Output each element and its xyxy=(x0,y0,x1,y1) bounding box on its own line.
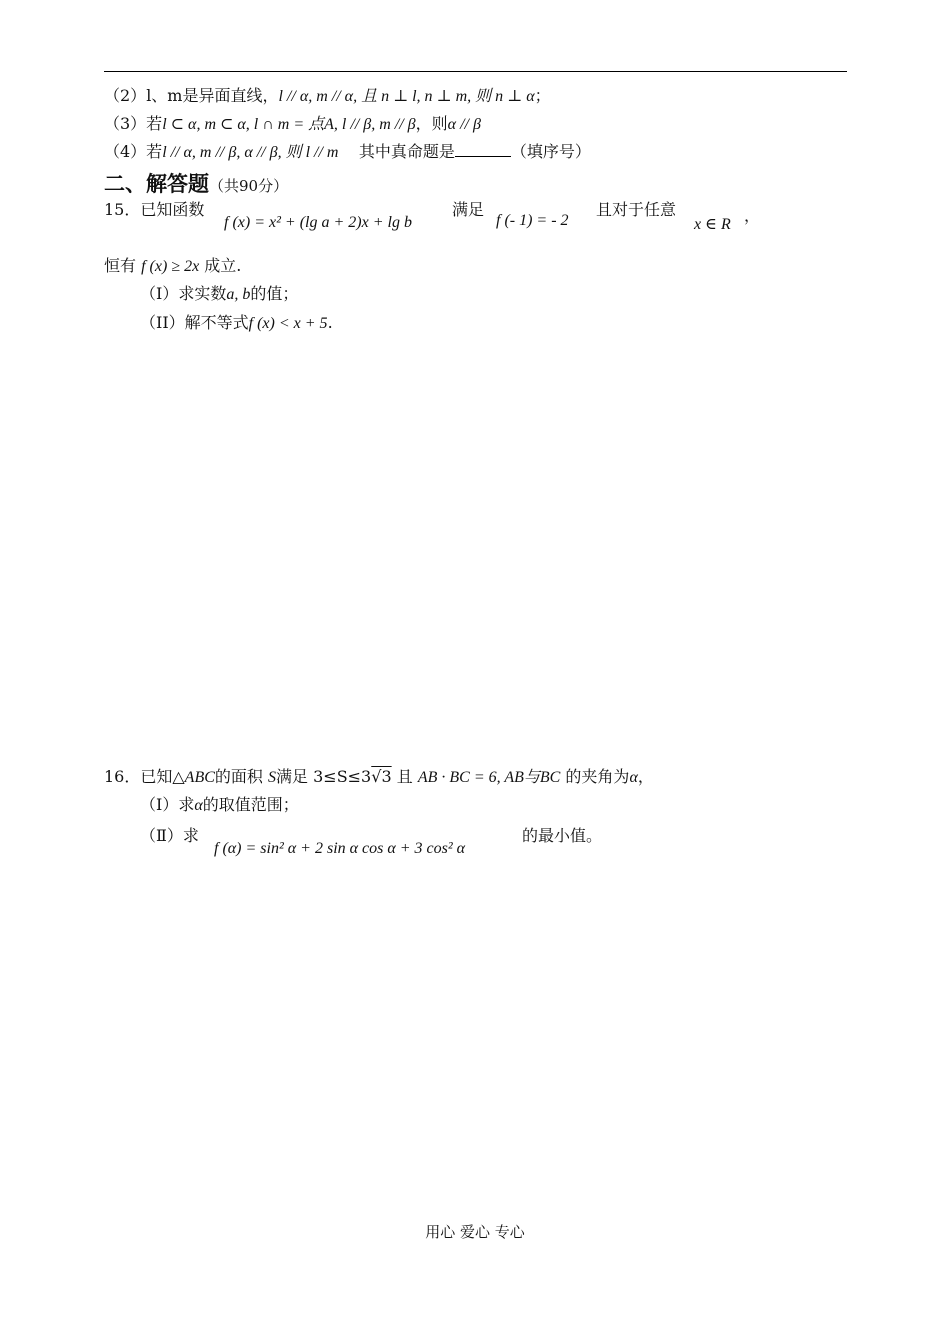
q15-part1 xyxy=(140,284,298,305)
q15-comma: ， xyxy=(744,206,761,225)
q15-line2-text: 恒有 xyxy=(104,256,137,275)
q15-part2 xyxy=(140,313,333,334)
q16-part1 xyxy=(140,795,299,816)
q16-statement xyxy=(104,767,654,788)
statement-2-label: （2） xyxy=(104,86,147,105)
q15-value: f (- 1) = - 2 xyxy=(496,212,569,229)
statement-3 xyxy=(104,114,481,135)
statement-2-end: ； xyxy=(534,86,551,105)
q16-triangle: △ABC xyxy=(172,769,215,786)
page-footer: 用心 爱心 专心 xyxy=(425,1223,525,1241)
answer-blank xyxy=(455,142,511,157)
q16-vector-condition: AB · BC = 6, AB与BC xyxy=(417,769,561,786)
q16-t5: ， xyxy=(637,767,654,786)
section-heading xyxy=(104,168,288,198)
q16-part2-end: 的最小值。 xyxy=(522,826,603,845)
q16-part2-label: （Ⅱ）求 xyxy=(140,826,199,845)
q16-part1-label: （Ⅰ）求 xyxy=(140,795,195,814)
q16-t4: 的夹角为 xyxy=(565,767,630,786)
statement-2-text: l、m是异面直线， xyxy=(146,86,279,105)
statement-3-label: （3）若 xyxy=(104,114,163,133)
statement-2-math: l // α, m // α, 且 n ⊥ l, n ⊥ m, 则 n ⊥ α xyxy=(278,88,535,105)
q15-part2-math: f (x) < x + 5 xyxy=(248,315,328,332)
q15-part2-end: . xyxy=(327,313,333,332)
q15-domain: x ∈ R xyxy=(694,216,731,233)
q16-part1-end: 的取值范围； xyxy=(202,795,299,814)
q16-part2-math: f (α) = sin² α + 2 sin α cos α + 3 cos² α xyxy=(214,840,466,857)
q15-line2 xyxy=(104,256,241,277)
q15-line2-end: 成立. xyxy=(204,256,242,275)
statement-3-mid: ，则 xyxy=(415,114,448,133)
q15-part2-label: （II）解不等式 xyxy=(140,313,249,332)
q15-line2-math: f (x) ≥ 2x xyxy=(141,258,200,275)
q15-function: f (x) = x² + (lg a + 2)x + lg b xyxy=(224,214,412,231)
q15-number: 15．已知函数 xyxy=(104,200,205,219)
q16-number: 16．已知 xyxy=(104,767,173,786)
statement-4 xyxy=(104,142,591,163)
section-title: 二、解答题 xyxy=(104,172,209,196)
q15-part1-end: 的值； xyxy=(250,284,299,303)
statement-2 xyxy=(104,86,551,107)
q16-part1-alpha: α xyxy=(194,797,203,814)
q16-sqrt: √3 xyxy=(371,767,392,786)
q16-t3: 且 xyxy=(396,767,413,786)
statement-4-math: l // α, m // β, α // β, 则 l // m xyxy=(162,144,339,161)
q16-alpha: α xyxy=(629,769,638,786)
statement-3-conclusion: α // β xyxy=(447,116,481,133)
statement-4-text: 其中真命题是 xyxy=(358,142,455,161)
statement-3-math: l ⊂ α, m ⊂ α, l ∩ m = 点A, l // β, m // β xyxy=(162,116,416,133)
header-rule xyxy=(104,71,847,72)
statement-4-end: （填序号） xyxy=(510,142,591,161)
q15-part1-label: （I）求实数 xyxy=(140,284,227,303)
section-subtitle: （共90分） xyxy=(209,177,289,195)
q15-cond2: 且对于任意 xyxy=(596,200,677,219)
q16-t1: 的面积 xyxy=(214,767,263,786)
q16-t2: 满足 3≤S≤3 xyxy=(276,767,372,786)
q15-part1-math: a, b xyxy=(226,286,251,303)
q15-cond1: 满足 xyxy=(452,200,485,219)
q16-area-symbol: S xyxy=(268,769,277,786)
statement-4-label: （4）若 xyxy=(104,142,163,161)
